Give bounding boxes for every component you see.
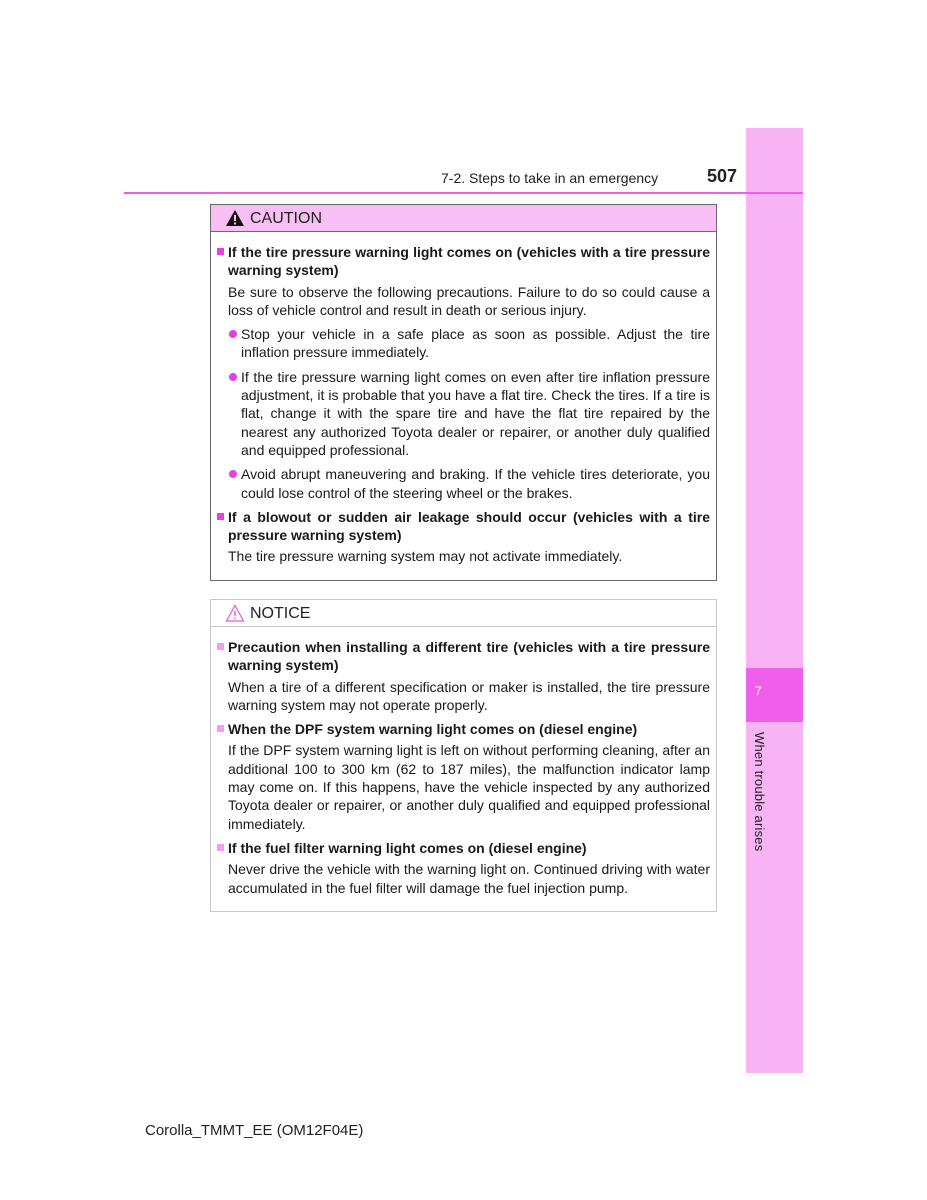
caution-triangle-icon bbox=[225, 209, 245, 227]
round-bullet-icon bbox=[229, 470, 237, 478]
bullet-text: If the tire pressure warning light comes on even after tire inflation pressure adjustment, it is probable that you have a flat tire. Check the tires. If a tire is flat, change it with the spare tire and have the flat tire repaired by the nearest any authorized Toyota dealer or repairer, or another duly qualified and equipped professional. bbox=[241, 368, 710, 458]
bullet-text: Avoid abrupt maneuvering and braking. If the vehicle tires deteriorate, you could lose control of the steering wheel or the brakes. bbox=[241, 466, 710, 501]
caution-paragraph: Be sure to observe the following precautions. Failure to do so could cause a loss of vehicle control and result in death or serious injury. bbox=[228, 283, 710, 318]
caution-paragraph: The tire pressure warning system may not activate immediately. bbox=[228, 548, 623, 565]
caution-bullet bbox=[217, 465, 710, 502]
notice-item-heading bbox=[217, 720, 710, 738]
notice-box bbox=[210, 599, 717, 912]
heading-text: When the DPF system warning light comes on (diesel engine) bbox=[228, 721, 638, 738]
heading-text: Precaution when installing a different tire (vehicles with a tire pressure warning system) bbox=[228, 639, 710, 674]
round-bullet-icon bbox=[229, 373, 237, 381]
header-rule bbox=[124, 192, 803, 194]
notice-item-heading bbox=[217, 839, 710, 857]
notice-label: NOTICE bbox=[250, 605, 311, 622]
heading-text: If the fuel filter warning light comes on (diesel engine) bbox=[228, 839, 587, 856]
square-bullet-icon bbox=[217, 725, 224, 732]
round-bullet-icon bbox=[229, 330, 237, 338]
notice-triangle-icon bbox=[225, 604, 245, 622]
footer-model-code: Corolla_TMMT_EE (OM12F04E) bbox=[145, 1122, 364, 1139]
notice-paragraph: Never drive the vehicle with the warning light on. Continued driving with water accumulated in the fuel filter will damage the fuel injection pump. bbox=[228, 861, 710, 896]
caution-header bbox=[211, 205, 716, 232]
square-bullet-icon bbox=[217, 643, 224, 650]
notice-header bbox=[211, 600, 716, 627]
heading-text: If the tire pressure warning light comes on (vehicles with a tire pressure warning system) bbox=[228, 244, 710, 279]
square-bullet-icon bbox=[217, 513, 224, 520]
notice-paragraph: When a tire of a different specification or maker is installed, the tire pressure warning system may not operate properly. bbox=[228, 678, 710, 713]
notice-item-heading bbox=[217, 638, 710, 675]
caution-label: CAUTION bbox=[250, 210, 322, 227]
caution-bullet bbox=[217, 325, 710, 362]
square-bullet-icon bbox=[217, 248, 224, 255]
caution-item-heading bbox=[217, 243, 710, 280]
caution-body bbox=[211, 232, 716, 566]
chapter-side-tab bbox=[746, 128, 803, 1073]
caution-bullet bbox=[217, 368, 710, 459]
heading-text: If a blowout or sudden air leakage should occur (vehicles with a tire pressure warning system) bbox=[228, 508, 710, 544]
section-title: 7-2. Steps to take in an emergency bbox=[441, 170, 659, 186]
chapter-title: When trouble arises bbox=[752, 732, 767, 852]
caution-item-heading bbox=[217, 508, 710, 545]
square-bullet-icon bbox=[217, 844, 224, 851]
page-number: 507 bbox=[707, 166, 738, 186]
bullet-text: Stop your vehicle in a safe place as soon as possible. Adjust the tire inflation pressure immediately. bbox=[241, 326, 710, 361]
notice-body bbox=[211, 627, 716, 897]
chapter-number: 7 bbox=[755, 684, 762, 698]
notice-paragraph: If the DPF system warning light is left on without performing cleaning, after an additional 100 to 300 km (62 to 187 miles), the malfunction indicator lamp may come on. If this happens, have the vehicle inspected by any authorized Toyota dealer or repairer, or another duly qualified and equipped professional immediately. bbox=[228, 742, 710, 832]
caution-box bbox=[210, 204, 717, 581]
